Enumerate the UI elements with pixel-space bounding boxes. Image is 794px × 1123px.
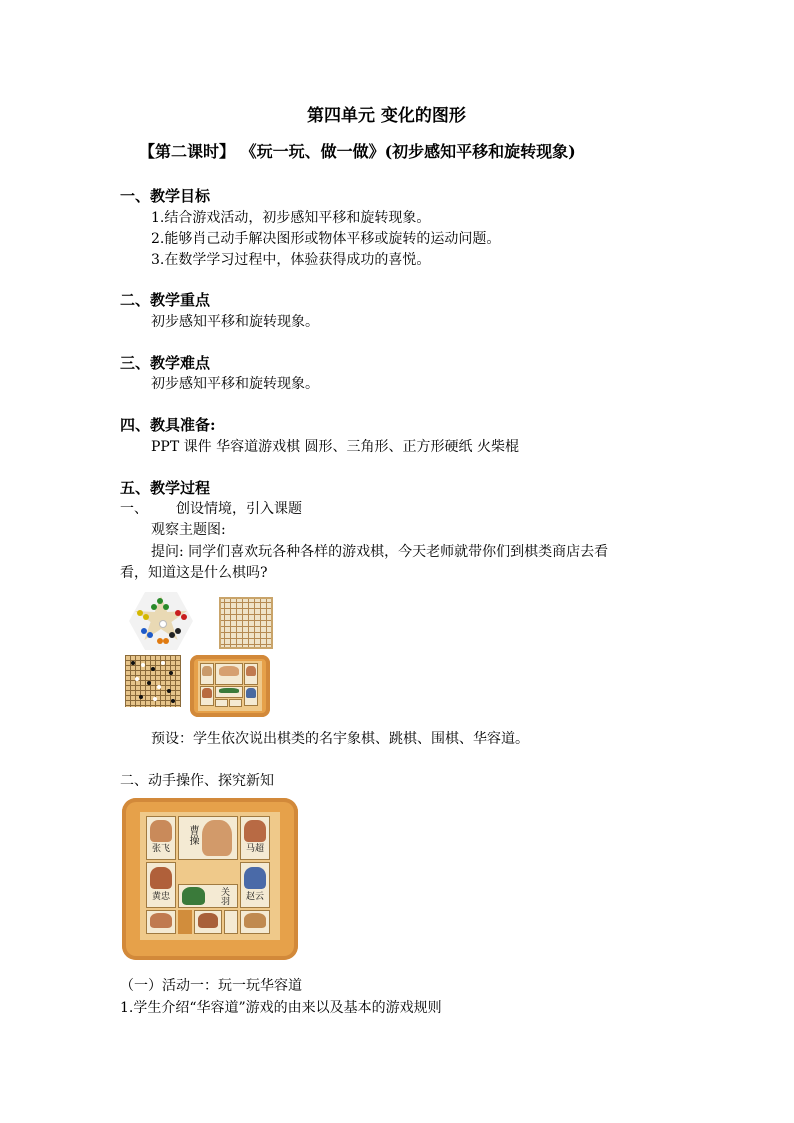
tile-soldier xyxy=(194,910,222,934)
materials-heading: 四、教具准备: xyxy=(120,416,216,434)
goal-item-1: 1.结合游戏活动，初步感知平移和旋转现象。 xyxy=(151,210,431,226)
process-heading: 五、教学过程 xyxy=(120,479,211,497)
go-board-image xyxy=(125,655,181,707)
tile-guanyu-label: 关羽 xyxy=(219,887,229,905)
question-line-1: 提问: 同学们喜欢玩各种各样的游戏棋，今天老师就带你们到棋类商店去看 xyxy=(151,544,609,560)
step2-heading: 二、动手操作、探究新知 xyxy=(120,773,274,789)
key-points-text: 初步感知平移和旋转现象。 xyxy=(151,314,319,330)
tile-machao xyxy=(240,816,270,860)
question-line-2: 看，知道这是什么棋吗? xyxy=(120,565,268,581)
observe-label: 观察主题图: xyxy=(151,522,226,538)
tile-huangzhong-label: 黄忠 xyxy=(151,892,170,902)
tile-soldier xyxy=(146,910,176,934)
tile-soldier xyxy=(224,910,238,934)
tile-zhaoyun xyxy=(240,862,270,908)
tile-machao-label: 马超 xyxy=(245,844,264,854)
chinese-checkers-image xyxy=(129,592,195,652)
tile-caocao xyxy=(178,816,238,860)
difficulties-text: 初步感知平移和旋转现象。 xyxy=(151,376,319,392)
huarongdao-small-image xyxy=(190,655,270,717)
difficulties-heading: 三、教学难点 xyxy=(120,354,211,372)
preset-answer: 预设：学生依次说出棋类的名宇象棋、跳棋、围棋、华容道。 xyxy=(151,731,529,747)
goals-heading: 一、教学目标 xyxy=(120,187,211,205)
huarongdao-board-image xyxy=(122,798,298,960)
lesson-subtitle: 【第二课时】 《玩一玩、做一做》(初步感知平移和旋转现象) xyxy=(139,142,576,161)
activity1-item-1: 1.学生介绍“华容道”游戏的由来以及基本的游戏规则 xyxy=(120,1000,442,1016)
page-title: 第四单元 变化的图形 xyxy=(307,106,466,126)
step1-title: 创设情境，引入课题 xyxy=(176,501,302,517)
tile-caocao-label: 曹操 xyxy=(187,825,198,845)
activity1-heading: （一）活动一：玩一玩华容道 xyxy=(120,978,302,994)
materials-text: PPT 课件 华容道游戏棋 圆形、三角形、正方形硬纸 火柴棍 xyxy=(151,439,519,455)
tile-zhangfei xyxy=(146,816,176,860)
step1-number: 一、 xyxy=(120,501,148,517)
tile-guanyu xyxy=(178,884,238,908)
goal-item-3: 3.在数学学习过程中，体验获得成功的喜悦。 xyxy=(151,252,431,268)
goal-item-2: 2.能够肖己动手解决图形或物体平移或旋转的运动问题。 xyxy=(151,231,501,247)
tile-huangzhong xyxy=(146,862,176,908)
key-points-heading: 二、教学重点 xyxy=(120,291,211,309)
tile-zhaoyun-label: 赵云 xyxy=(245,892,264,902)
tile-zhangfei-label: 张飞 xyxy=(151,844,170,854)
tile-soldier xyxy=(240,910,270,934)
chinese-chess-image xyxy=(219,597,273,649)
